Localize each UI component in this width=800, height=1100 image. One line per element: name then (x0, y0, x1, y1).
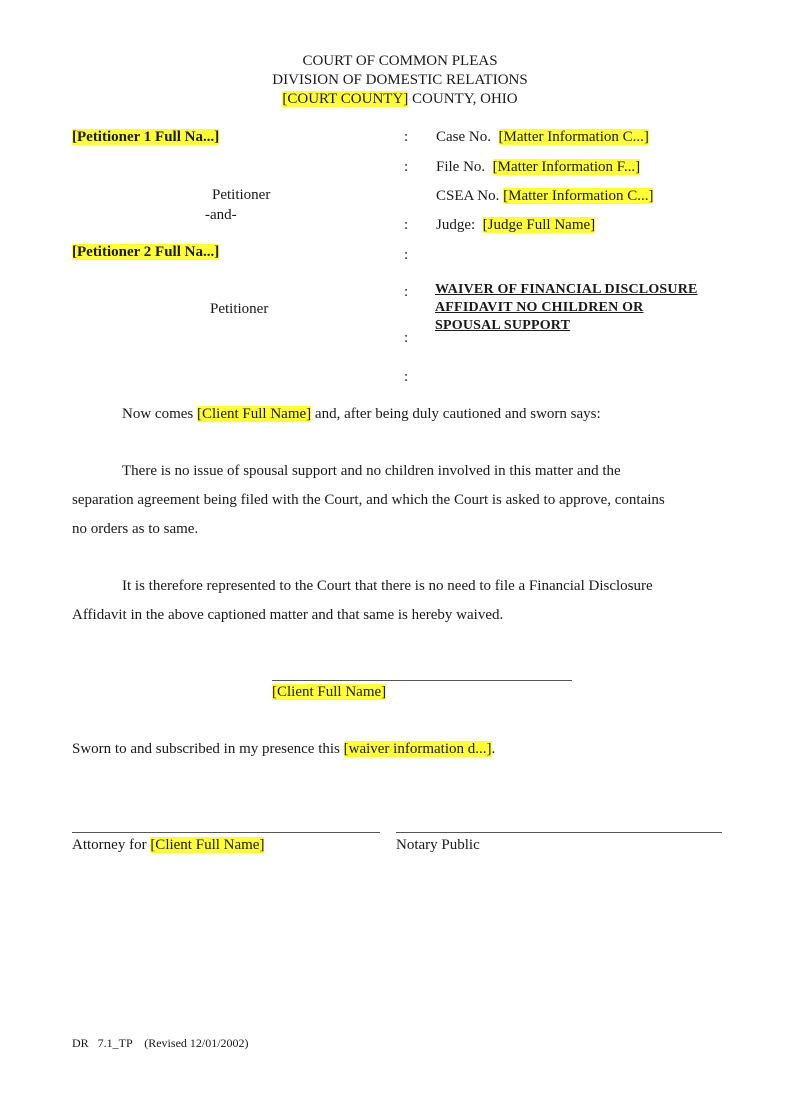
county-suffix: COUNTY, OHIO (408, 91, 518, 107)
waiver-date-field[interactable]: [waiver information d...] (343, 741, 492, 757)
petitioner2-field-wrap (72, 243, 219, 261)
notary-signature-line (396, 832, 722, 833)
document-title-line1: WAIVER OF FINANCIAL DISCLOSURE (435, 282, 698, 297)
judge-field[interactable]: [Judge Full Name] (482, 217, 596, 233)
paragraph-2-line1: There is no issue of spousal support and no children involved in this matter and the (122, 463, 621, 479)
caption-colon: : (404, 129, 409, 145)
caption-colon: : (404, 284, 409, 300)
judge-row (436, 216, 595, 234)
file-number-row (436, 158, 640, 176)
attorney-client-field[interactable]: [Client Full Name] (150, 837, 265, 853)
document-title-line2: AFFIDAVIT NO CHILDREN OR (435, 300, 644, 315)
client-name-field[interactable]: [Client Full Name] (197, 406, 312, 422)
client-signature-field[interactable]: [Client Full Name] (272, 684, 387, 700)
intro-suffix: and, after being duly cautioned and sworn says: (311, 406, 601, 422)
form-code: DR 7.1_TP (72, 1036, 133, 1050)
revised-date: (Revised 12/01/2002) (144, 1036, 249, 1050)
intro-prefix: Now comes (122, 406, 197, 422)
sworn-statement (72, 740, 495, 758)
csea-number-row (436, 187, 653, 205)
judge-label: Judge: (436, 217, 476, 233)
attorney-signature-line (72, 832, 380, 833)
division-name-text: DIVISION OF DOMESTIC RELATIONS (272, 72, 528, 88)
caption-colon: : (404, 330, 409, 346)
petitioner1-field[interactable]: [Petitioner 1 Full Na...] (72, 129, 220, 145)
attorney-prefix: Attorney for (72, 837, 151, 853)
csea-number-field[interactable]: [Matter Information C...] (503, 188, 654, 204)
court-name-text: COURT OF COMMON PLEAS (302, 53, 498, 69)
form-footer (72, 1034, 249, 1052)
notary-public-label: Notary Public (396, 837, 480, 853)
petitioner2-role: Petitioner (210, 301, 269, 317)
paragraph-3-line2: Affidavit in the above captioned matter and that same is hereby waived. (72, 607, 504, 623)
sworn-suffix: . (491, 741, 496, 757)
file-number-field[interactable]: [Matter Information F...] (492, 159, 641, 175)
client-signature-line (272, 680, 572, 681)
county-line (0, 90, 800, 109)
file-number-label: File No. (436, 159, 486, 175)
paragraph-2-line3: no orders as to same. (72, 521, 199, 537)
csea-number-label: CSEA No. (436, 188, 500, 204)
petitioner1-field-wrap (72, 128, 219, 146)
case-number-row (436, 128, 649, 146)
and-separator: -and- (205, 207, 237, 223)
case-number-field[interactable]: [Matter Information C...] (498, 129, 649, 145)
court-county-field[interactable]: [COURT COUNTY] (282, 91, 409, 107)
caption-colon: : (404, 217, 409, 233)
caption-colon: : (404, 369, 409, 385)
sworn-prefix: Sworn to and subscribed in my presence this (72, 741, 344, 757)
caption-colon: : (404, 159, 409, 175)
paragraph-intro (122, 405, 601, 423)
case-number-label: Case No. (436, 129, 491, 145)
paragraph-3-line1: It is therefore represented to the Court that there is no need to file a Financial Disclosure (122, 578, 653, 594)
attorney-signature-label (72, 836, 264, 854)
court-name (0, 52, 800, 71)
paragraph-2-line2: separation agreement being filed with the Court, and which the Court is asked to approve, contains (72, 492, 665, 508)
document-title-line3: SPOUSAL SUPPORT (435, 318, 571, 333)
division-name (0, 71, 800, 90)
petitioner1-role: Petitioner (212, 187, 271, 203)
client-signature-name (272, 683, 386, 701)
caption-colon: : (404, 247, 409, 263)
petitioner2-field[interactable]: [Petitioner 2 Full Na...] (72, 244, 220, 260)
